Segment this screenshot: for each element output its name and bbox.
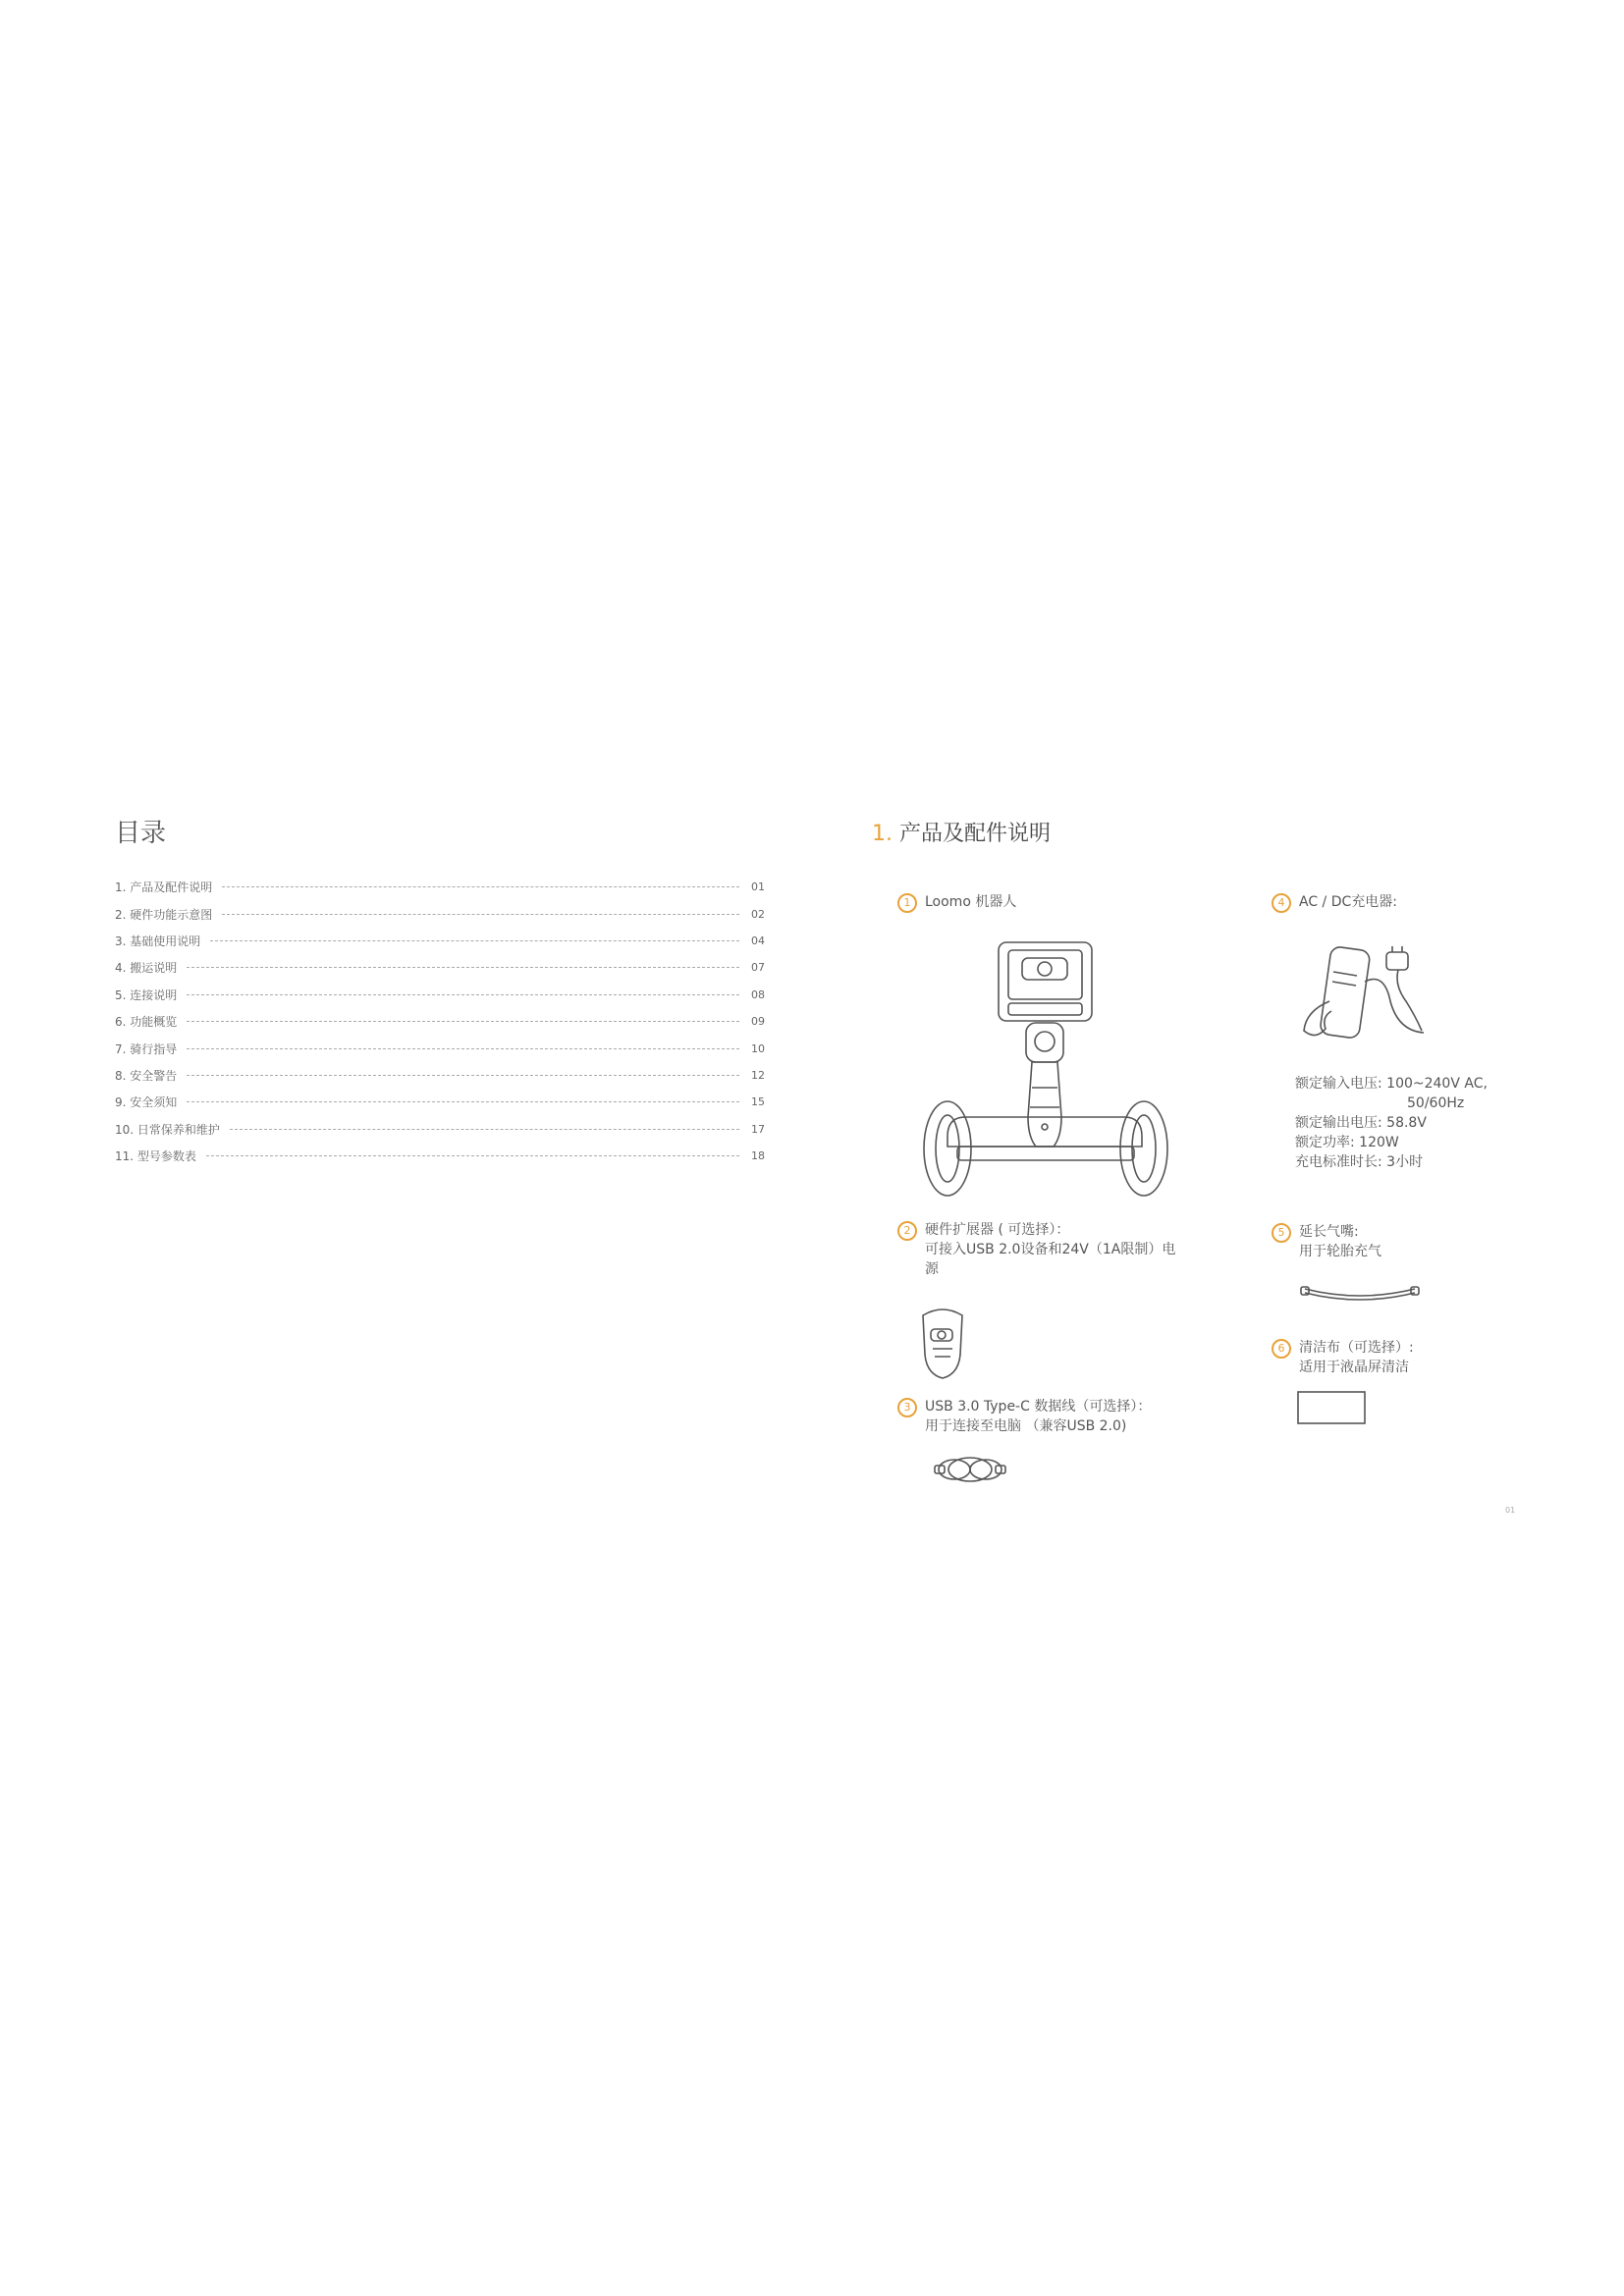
- section-title-text: 产品及配件说明: [899, 822, 1052, 846]
- toc-item-page: 15: [751, 1095, 765, 1109]
- toc-item-page: 17: [751, 1122, 765, 1136]
- toc-leader: [187, 1101, 739, 1102]
- toc-item[interactable]: [115, 982, 765, 1008]
- toc-item-label: 5. 连接说明: [115, 988, 178, 1002]
- charger-illustration: [1296, 942, 1434, 1045]
- toc-leader: [187, 1021, 739, 1022]
- toc-item[interactable]: [115, 874, 765, 900]
- item-line: 用于轮胎充气: [1299, 1244, 1381, 1259]
- toc-leader: [222, 886, 739, 887]
- toc-item[interactable]: [115, 1008, 765, 1035]
- spec-input-voltage: 额定输入电压: 100~240V AC,: [1295, 1076, 1488, 1092]
- toc-leader: [222, 914, 739, 915]
- hardware-extender-illustration: [913, 1306, 972, 1382]
- item-line: 适用于液晶屏清洁: [1299, 1360, 1409, 1375]
- item-line: 可接入USB 2.0设备和24V（1A限制）电: [925, 1242, 1176, 1257]
- toc-item-page: 09: [751, 1015, 765, 1029]
- toc-item-page: 08: [751, 988, 765, 1001]
- toc-leader: [187, 967, 739, 968]
- item-line: AC / DC充电器:: [1299, 894, 1397, 910]
- item-line: 硬件扩展器 ( 可选择）：: [925, 1222, 1070, 1238]
- spec-input-frequency: 50/60Hz: [1407, 1095, 1465, 1111]
- toc-item-label: 4. 搬运说明: [115, 961, 178, 976]
- item-line: USB 3.0 Type-C 数据线（可选择）：: [925, 1399, 1152, 1415]
- item-number-badge: 5: [1272, 1223, 1291, 1243]
- item-number-badge: 2: [897, 1221, 917, 1241]
- spec-rated-power: 额定功率: 120W: [1295, 1135, 1399, 1150]
- toc-item[interactable]: [115, 954, 765, 981]
- toc-item-page: 02: [751, 907, 765, 921]
- item-line: 延长气嘴:: [1299, 1224, 1359, 1240]
- section-number: 1.: [872, 822, 893, 846]
- toc-item[interactable]: [115, 1035, 765, 1061]
- toc-item-label: 10. 日常保养和维护: [115, 1122, 220, 1137]
- toc-leader: [210, 940, 739, 941]
- toc-item-page: 01: [751, 881, 765, 894]
- charger-specs: [1295, 1074, 1488, 1172]
- toc-leader: [206, 1155, 739, 1156]
- item-line: 源: [925, 1261, 939, 1277]
- usb-cable-illustration: [933, 1453, 1007, 1486]
- toc-item-label: 8. 安全警告: [115, 1068, 178, 1083]
- item-number-badge: 1: [897, 893, 917, 913]
- toc-item-label: 7. 骑行指导: [115, 1041, 178, 1056]
- toc-item-label: 3. 基础使用说明: [115, 934, 201, 948]
- toc-item-page: 10: [751, 1041, 765, 1055]
- toc-item-label: 1. 产品及配件说明: [115, 881, 213, 895]
- toc-item-label: 2. 硬件功能示意图: [115, 907, 213, 922]
- toc-title: 目录: [115, 819, 167, 848]
- item-line: 清洁布（可选择）:: [1299, 1340, 1414, 1356]
- spec-output-voltage: 额定输出电压: 58.8V: [1295, 1115, 1427, 1131]
- toc-leader: [187, 994, 739, 995]
- toc-leader: [187, 1075, 739, 1076]
- toc-item-label: 9. 安全须知: [115, 1095, 178, 1110]
- item-number-badge: 6: [1272, 1339, 1291, 1359]
- toc-item[interactable]: [115, 928, 765, 954]
- toc-item-page: 12: [751, 1068, 765, 1082]
- cleaning-cloth-illustration: [1296, 1390, 1367, 1425]
- page-number: 01: [1505, 1506, 1516, 1515]
- item-line: 用于连接至电脑 （兼容USB 2.0): [925, 1418, 1127, 1434]
- toc-item[interactable]: [115, 900, 765, 927]
- section-title: [872, 817, 1051, 847]
- toc-item-page: 04: [751, 934, 765, 947]
- spec-charge-time: 充电标准时长: 3小时: [1295, 1154, 1424, 1170]
- item-line: Loomo 机器人: [925, 894, 1017, 910]
- loomo-robot-illustration: [918, 940, 1183, 1201]
- toc-item-label: 6. 功能概览: [115, 1015, 178, 1030]
- toc-item[interactable]: [115, 1062, 765, 1089]
- toc-item[interactable]: [115, 1116, 765, 1143]
- toc-leader: [187, 1048, 739, 1049]
- toc-leader: [230, 1129, 739, 1130]
- item-number-badge: 4: [1272, 893, 1291, 913]
- toc-list: [115, 874, 765, 1169]
- item-number-badge: 3: [897, 1398, 917, 1417]
- toc-item[interactable]: [115, 1089, 765, 1115]
- toc-item[interactable]: [115, 1143, 765, 1169]
- valve-extender-illustration: [1301, 1281, 1419, 1301]
- toc-item-page: 07: [751, 961, 765, 975]
- toc-item-page: 18: [751, 1149, 765, 1163]
- toc-item-label: 11. 型号参数表: [115, 1149, 196, 1164]
